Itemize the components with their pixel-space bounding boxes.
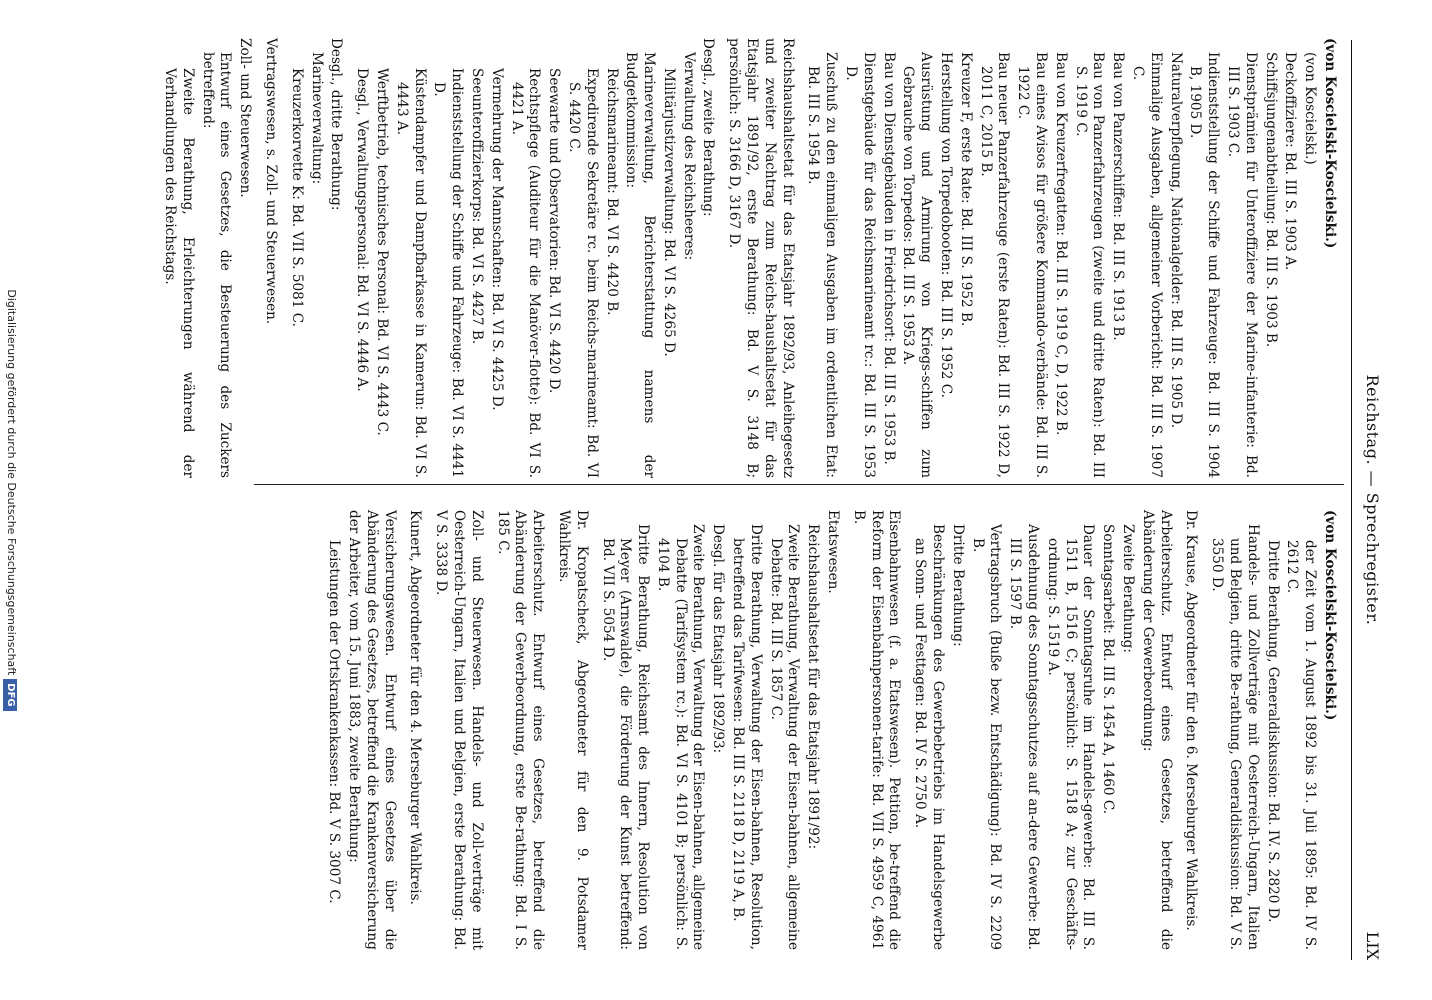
register-entry: Vermehrung der Mannschaften: Bd. VI S. 4425 D.	[488, 68, 505, 411]
digitization-notice	[0, 0, 22, 1000]
register-entry: Dauer der Sonntagsruhe im Handels-gewerbe: Bd. III S. 1511 B, 1516 C; persönlich: S. 1518 A; zur Geschäfts-ordnung: S. 1519 A.	[1044, 524, 1097, 950]
digitization-text: Digitalisierung gefördert durch die Deutsche Forschungsgemeinschaft	[5, 289, 18, 676]
register-entry: Reichsmarineamt: Bd. VI S. 4420 B.	[603, 68, 620, 316]
register-entry: Etatswesen.	[825, 510, 842, 594]
register-entry: Entwurf eines Gesetzes, die Besteuerung des Zuckers betreffend:	[199, 52, 234, 478]
register-entry: Herstellung von Torpedobooten: Bd. III S. 1952 C.	[938, 52, 955, 398]
register-entry: Küstendampfer und Dampfbarkasse in Kamerun: Bd. VI S. 4443 A.	[393, 68, 428, 478]
register-entry: Zoll- und Steuerwesen.	[237, 38, 254, 198]
column-divider	[254, 484, 1344, 485]
register-entry: Dritte Berathung, Generaldiskussion: Bd. IV. S. 2820 D.	[1264, 540, 1281, 923]
register-entry: Dritte Berathung, Reichsamt des Innern, Resolution von Meyer (Arnswalde), die Förderung der Kunst betreffend: Bd. VII S. 5054 D.	[599, 524, 652, 950]
register-entry: Marineverwaltung:	[308, 52, 325, 185]
register-entry: Kreuzer F, erste Rate: Bd. III S. 1952 B.	[957, 52, 974, 327]
register-entry: Zweite Berathung, Verwaltung der Eisen-bahnen, allgemeine Debatte (Tarifsystem rc.): Bd. VI S. 4101 B; persönlich: S. 4104 B.	[654, 524, 707, 950]
register-entry: Rechtspflege (Auditeur für die Manöver-flotte): Bd. VI S. 4421 A.	[508, 68, 543, 478]
register-entry: Ausrüstung und Armirung von Kriegs-schiffen zum Gebrauche von Torpedos: Bd. III S. 1953 A.	[900, 52, 935, 478]
register-entry: Schiffsjungenabtheilung: Bd. III S. 1903 B.	[1262, 52, 1279, 348]
register-entry: Einmalige Ausgaben, allgemeiner Vorbericht: Bd. III S. 1907 C.	[1130, 52, 1164, 478]
register-entry: Zoll- und Steuerwesen. Handels- und Zoll-verträge mit Oesterreich-Ungarn, Italien und Belgien, erste Berathung: Bd. V S. 3338 D.	[433, 510, 485, 950]
register-entry: Dritte Berathung, Verwaltung der Eisen-bahnen, Resolution, betreffend das Tarifwesen: Bd. III S. 2118 D, 2119 A, B.	[730, 524, 764, 950]
register-entry: Expedirende Sekretäre rc. beim Reichs-marineamt: Bd. VI S. 4420 C.	[565, 68, 600, 478]
register-entry: Bau von Panzerschiffen: Bd. III S. 1913 B.	[1110, 52, 1127, 341]
register-entry: Dienstgebäude für das Reichsmarineamt rc.: Bd. III S. 1953 D.	[843, 52, 877, 478]
register-entry: Desgl. für das Etatsjahr 1892/93:	[710, 524, 727, 754]
register-entry: Dr. Kropatscheck, Abgeordneter für den 9. Potsdamer Wahlkreis.	[555, 510, 590, 950]
register-entry: Leistungen der Ortskrankenkassen: Bd. V S. 3007 C.	[326, 540, 343, 904]
register-entry: Eisenbahnwesen (f. a. Etatswesen). Petition, be-treffend die Reform der Eisenbahnpersonen-tarife: Bd. VII S. 4959 C, 4961 B.	[850, 510, 903, 950]
register-entry: Marineverwaltung, Berichterstattung namens der Budgetkommission:	[623, 52, 658, 478]
page-header	[1351, 40, 1382, 960]
register-entry: Zweite Berathung, Verwaltung der Eisen-bahnen, allgemeine Debatte: Bd. III S. 1857 C.	[767, 524, 802, 950]
register-entry: Zweite Berathung, Erleichterungen während der Verhandlungen des Reichstags.	[161, 68, 196, 478]
register-entry: Bau neuer Panzerfahrzeuge (erste Raten): Bd. III S. 1922 D, 2011 C, 2015 B.	[977, 52, 1012, 478]
register-entry: (von Koscielski-Koscielski.)	[1322, 38, 1338, 249]
right-column	[322, 510, 1338, 950]
register-entry: Beschränkungen des Gewerbebetriebs im Handelsgewerbe an Sonn- und Festtagen: Bd. IV S. 2750 A.	[912, 524, 947, 950]
register-entry: Werftbetrieb, technisches Personal: Bd. VI S. 4443 C.	[373, 68, 390, 436]
register-entry: Handels- und Zollverträge mit Oesterreich-Ungarn, Italien und Belgien, dritte Be-rathung, Generaldiskussion: Bd. V S. 3550 D.	[1209, 524, 1261, 950]
register-entry: Reichshaushaltsetat für das Etatsjahr 1892/93, Anleihegesetz und zweiter Nachtrag zum Reichs-haushaltsetat für das Etatsjahr 1891/92, erste Berathung: Bd. V S. 3148 B; persönlich: S. 3166 D, 3167 D.	[726, 38, 796, 478]
register-entry: Reichshaushaltsetat für das Etatsjahr 1891/92:	[805, 524, 822, 850]
register-entry: Arbeiterschutz. Entwurf eines Gesetzes, betreffend die Abänderung der Gewerbeordnung:	[1139, 510, 1174, 950]
register-entry: Bau eines Avisos für größere Kommando-verbände: Bd. III S. 1922 C.	[1015, 52, 1050, 478]
register-entry: der Zeit vom 1. August 1892 bis 31. Juli 1895: Bd. IV S. 2612 C.	[1284, 540, 1319, 950]
register-entry: Zuschuß zu den einmaligen Ausgaben im ordentlichen Etat: Bd. III S. 1954 B.	[805, 52, 840, 478]
register-entry: Naturalverpflegung, Nationalgelder: Bd. III S. 1905 D.	[1167, 52, 1184, 429]
register-entry: Bau von Dienstgebäuden in Friedrichsort: Bd. III S. 1953 B.	[880, 52, 897, 465]
register-entry: Verwaltung des Reichsheeres:	[680, 52, 697, 261]
register-entry: Sonntagsarbeit: Bd. III S. 1454 A, 1460 C.	[1100, 524, 1117, 815]
register-entry: Versicherungswesen. Entwurf eines Gesetzes über die Abänderung des Gesetzes, betreffend die Krankenversicherung der Arbeiter, vom 15. Juni 1883, zweite Berathung:	[345, 510, 398, 950]
register-entry: Desgl., zweite Berathung:	[700, 38, 717, 217]
register-entry: (von Koscielski-Koscielski.)	[1322, 510, 1338, 721]
register-entry: Dr. Krause, Abgeordneter für den 6. Merseburger Wahlkreis.	[1183, 510, 1200, 931]
register-entry: Vertragswesen, s. Zoll- und Steuerwesen.	[262, 38, 279, 325]
register-entry: Zweite Berathung:	[1120, 524, 1137, 653]
register-entry: Dritte Berathung:	[949, 524, 966, 647]
register-entry: Bau von Kreuzerfregatten: Bd. III S. 1919 C, D, 1922 B.	[1052, 52, 1069, 436]
register-entry: Kreuzerkorvette K: Bd. VII S. 5081 C.	[288, 68, 305, 327]
register-entry: (von Koscielski.)	[1302, 52, 1319, 165]
dfg-logo: DFG	[3, 679, 17, 710]
page-number: LIX	[1363, 931, 1382, 960]
register-entry: Dienstprämien für Unteroffiziere der Marine-infanterie: Bd. III S. 1903 C.	[1225, 52, 1259, 478]
register-entry: Indienststellung der Schiffe und Fahrzeuge: Bd. VI S. 4441 D.	[431, 68, 466, 478]
register-entry: Seewarte und Observatorien: Bd. VI S. 4420 D.	[546, 68, 563, 394]
register-entry: Bau von Panzerfahrzeugen (zweite und dritte Raten): Bd. III S. 1919 C.	[1072, 52, 1107, 478]
register-entry: Ausdehnung des Sonntagsschutzes auf an-dere Gewerbe: Bd. III S. 1597 B.	[1007, 524, 1042, 950]
left-column	[158, 38, 1338, 478]
register-entry: Kunert, Abgeordneter für den 4. Merseburger Wahlkreis.	[407, 510, 424, 905]
register-entry: Desgl., dritte Berathung:	[328, 38, 345, 211]
running-title: Reichstag. — Sprechregister.	[1363, 374, 1382, 626]
register-entry: Deckoffiziere: Bd. III S. 1903 A.	[1282, 52, 1299, 271]
register-entry: Arbeiterschutz. Entwurf eines Gesetzes, betreffend die Abänderung der Gewerbeordnung, erste Be-rathung: Bd. I S. 185 C.	[494, 510, 547, 950]
register-entry: Indienststellung der Schiffe und Fahrzeuge: Bd. III S. 1904 B, 1905 D.	[1187, 52, 1222, 478]
register-entry: Seeunteroffizierkorps: Bd. VI S. 4427 B.	[468, 68, 485, 345]
register-entry: Vertragsbruch (Buße bezw. Entschädigung): Bd. IV S. 2209 B.	[969, 524, 1004, 950]
register-entry: Militärjustizverwaltung: Bd. VI S. 4265 D.	[660, 68, 677, 357]
register-entry: Desgl., Verwaltungspersonal: Bd. VI S. 4446 A.	[354, 68, 371, 392]
